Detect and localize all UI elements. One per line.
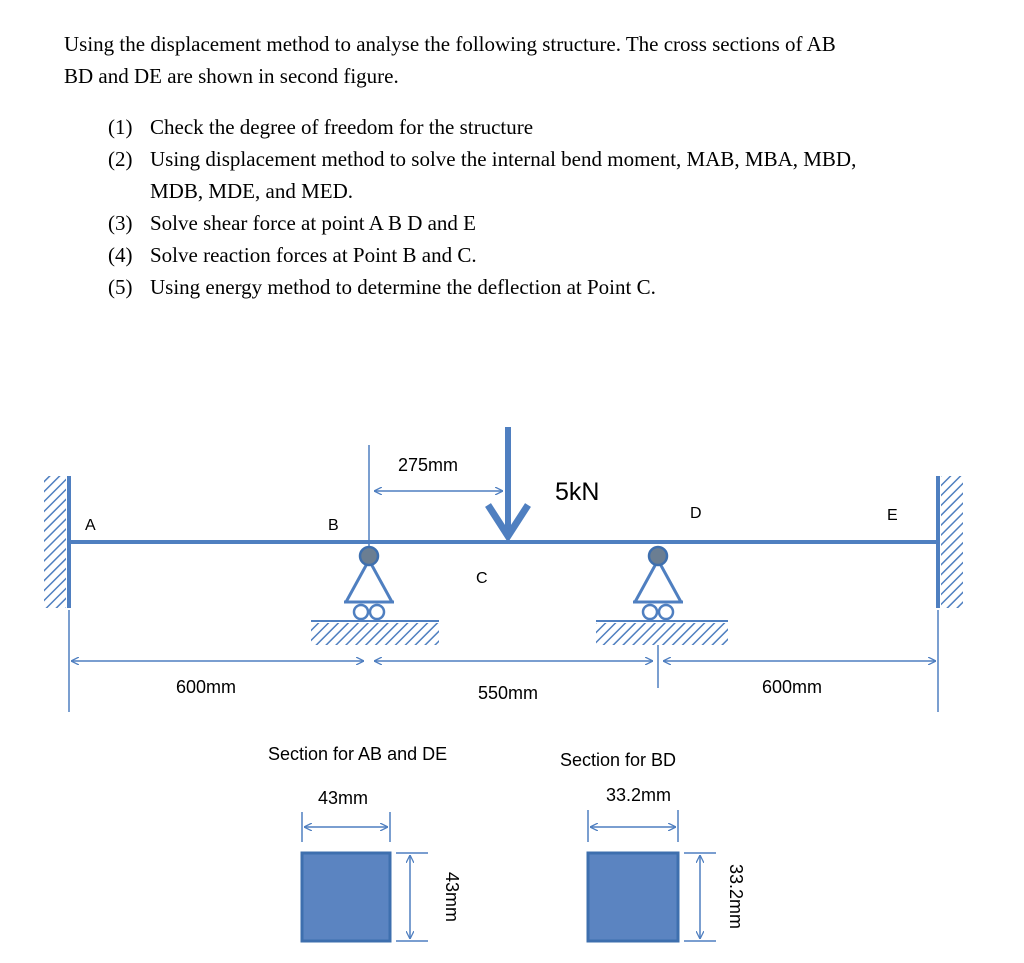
dim-load-label: 275mm xyxy=(398,455,459,475)
question-text: Solve shear force at point A B D and E xyxy=(150,211,477,235)
section-bd-height-label: 33.2mm xyxy=(726,864,746,930)
section-ab-de-title: Section for AB and DE xyxy=(268,744,448,764)
section-ab-de-square xyxy=(302,853,390,941)
point-label-e: E xyxy=(887,507,898,524)
section-ab-de-height-label: 43mm xyxy=(442,872,462,923)
question-number: (3) xyxy=(108,211,133,235)
question-text: Using displacement method to solve the internal bend moment, MAB, MBA, MBD, xyxy=(150,147,857,171)
question-number: (1) xyxy=(108,115,133,139)
point-label-d: D xyxy=(690,505,702,522)
roller-support-b xyxy=(311,547,439,645)
dim-de-label: 600mm xyxy=(762,677,823,697)
left-wall-hatch xyxy=(44,476,66,608)
load-label: 5kN xyxy=(555,478,600,506)
section-bd-title: Section for BD xyxy=(560,750,677,770)
intro-line-2: BD and DE are shown in second figure. xyxy=(64,64,399,88)
section-bd-width-label: 33.2mm xyxy=(606,785,672,805)
question-number: (4) xyxy=(108,243,133,267)
point-label-a: A xyxy=(85,517,96,534)
intro-line-1: Using the displacement method to analyse the following structure. The cross sections of AB xyxy=(64,32,836,56)
question-text: Using energy method to determine the deflection at Point C. xyxy=(150,275,656,299)
section-bd-square xyxy=(588,853,678,941)
roller-support-d xyxy=(596,547,728,645)
section-ab-de-width-label: 43mm xyxy=(318,788,369,808)
dim-ab-label: 600mm xyxy=(176,677,237,697)
question-number: (2) xyxy=(108,147,133,171)
right-wall-hatch xyxy=(941,476,963,608)
question-text: MDB, MDE, and MED. xyxy=(150,179,353,203)
point-label-b: B xyxy=(328,517,339,534)
dim-bd-label: 550mm xyxy=(478,683,539,703)
question-text: Solve reaction forces at Point B and C. xyxy=(150,243,477,267)
load-arrow xyxy=(488,427,528,536)
point-label-c: C xyxy=(476,570,488,587)
question-text: Check the degree of freedom for the structure xyxy=(150,115,534,139)
question-number: (5) xyxy=(108,275,133,299)
